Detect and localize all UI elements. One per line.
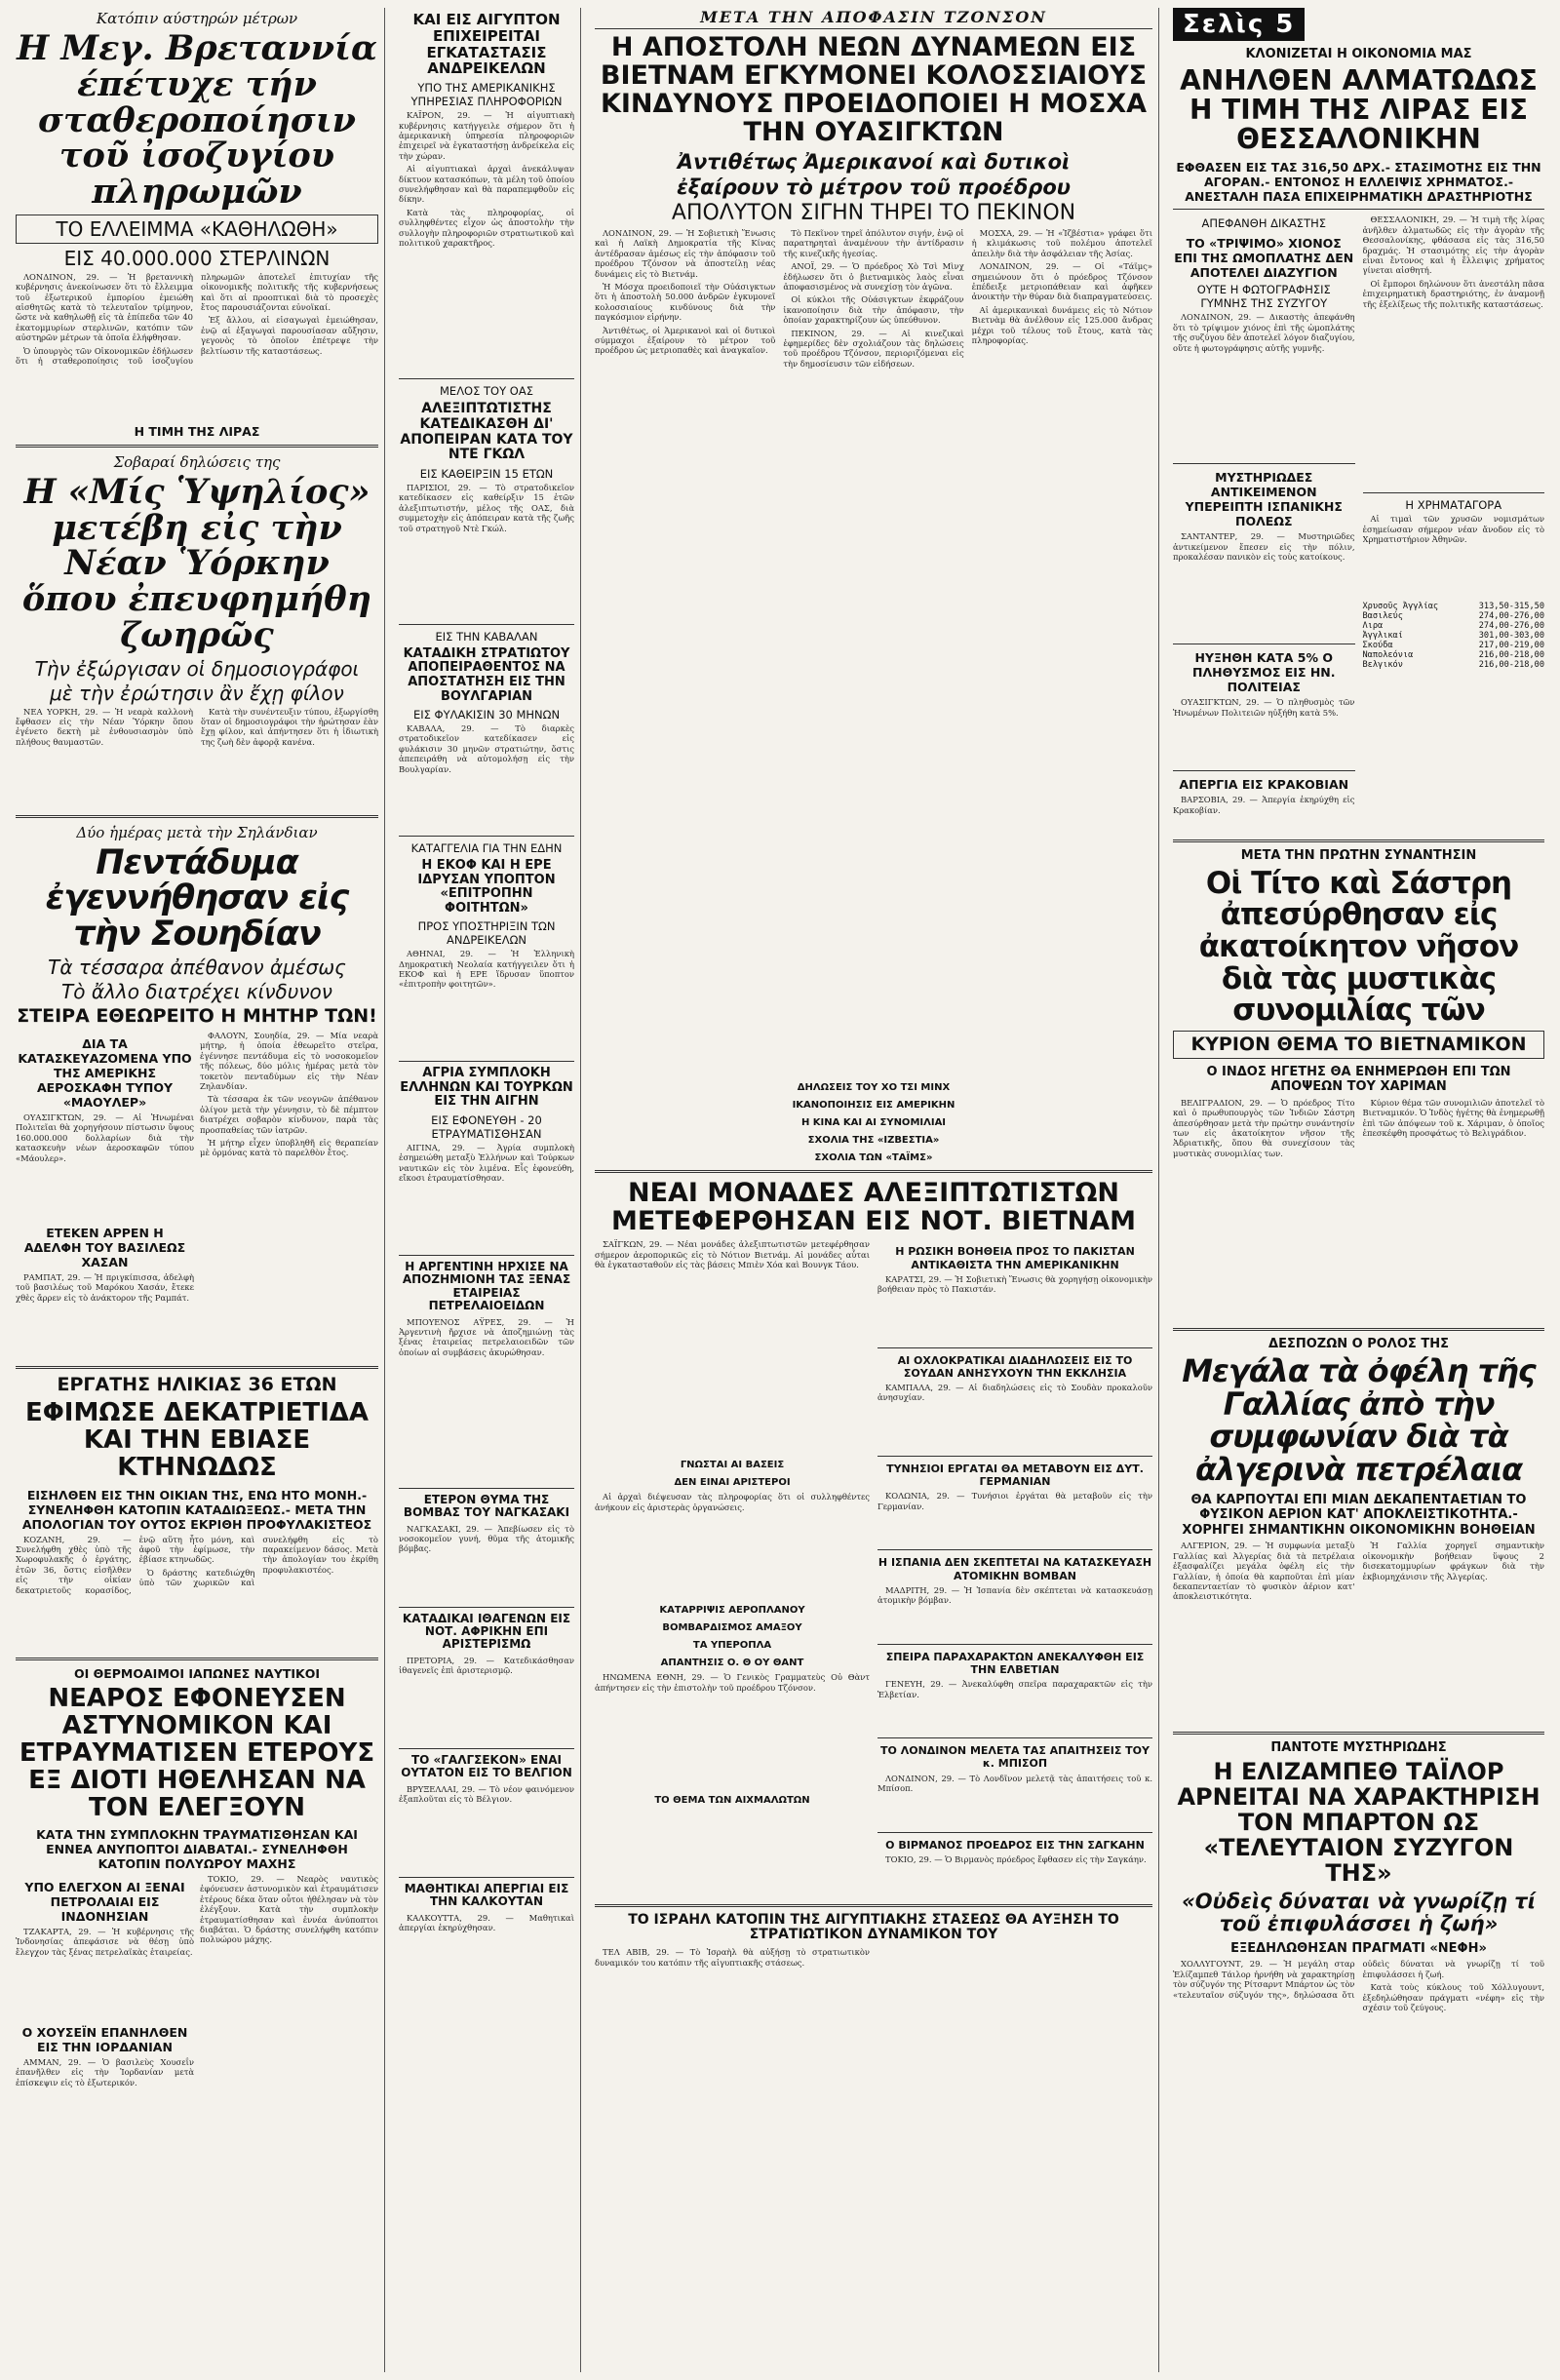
article-calcutta-body: ΚΑΛΚΟΥΤΤΑ, 29. — Μαθητικαὶ ἀπεργίαι ἐκηρύχθησαν. xyxy=(399,1912,574,1932)
deck-lira: ΕΦΘΑΣΕΝ ΕΙΣ ΤΑΣ 316,50 ΔΡΧ.- ΣΤΑΣΙΜΟΤΗΣ ΕΙΣ ΤΗΝ ΑΓΟΡΑΝ.- ΕΝΤΟΝΟΣ Η ΕΛΛΕΙΨΙΣ ΧΡΗΜΑΤΟΣ.- ΑΝΕΣΤΑΛΗ ΠΑΣΑ ΕΠΙΧΕΙΡΗΜΑΤΙΚΗ ΔΡΑΣΤΗΡΙΟΤΗΣ xyxy=(1176,160,1541,205)
article-object-body: ΣΑΝΤΑΝΤΕΡ, 29. — Μυστηριῶδες ἀντικείμενον ἔπεσεν εἰς τὴν πόλιν, προκαλέσαν πανικὸν εἰς τοὺς κατοίκους. xyxy=(1173,531,1355,563)
article-belgium-body: ΒΡΥΞΕΛΛΑΙ, 29. — Τὸ νέον φαινόμενον ἐξαπλοῦται εἰς τὸ Βέλγιον. xyxy=(399,1783,574,1805)
article-population-body: ΟΥΑΣΙΓΚΤΩΝ, 29. — Ὁ πληθυσμὸς τῶν Ἡνωμένων Πολιτειῶν ηὐξήθη κατὰ 5%. xyxy=(1173,697,1355,718)
headline-counterfeit: ΣΠΕΙΡΑ ΠΑΡΑΧΑΡΑΚΤΩΝ ΑΝΕΚΑΛΥΦΘΗ ΕΙΣ ΤΗΝ ΕΛΒΕΤΙΑΝ xyxy=(885,1650,1145,1676)
deck-harriman: Ο ΙΝΔΟΣ ΗΓΕΤΗΣ ΘΑ ΕΝΗΜΕΡΩΘΗ ΕΠΙ ΤΩΝ ΑΠΟΨΕΩΝ ΤΟΥ ΧΑΡΙΜΑΝ xyxy=(1206,1064,1511,1095)
deck-contrary: Ἀντιθέτως Ἀμερικανοί καὶ δυτικοὶ xyxy=(677,149,1071,174)
page-masthead xyxy=(1173,8,1544,41)
headline-population: ΗΥΞΗΘΗ ΚΑΤΑ 5% Ο ΠΛΗΘΥΣΜΟΣ ΕΙΣ ΗΝ. ΠΟΛΙΤΕΙΑΣ xyxy=(1191,650,1336,695)
deck-sterling: ΕΙΣ 40.000.000 ΣΤΕΡΛΙΝΩΝ xyxy=(63,246,331,270)
article-sudan-body: ΚΑΜΠΑΛΑ, 29. — Αἱ διαδηλώσεις εἰς τὸ Σουδὰν προκαλοῦν ἀνησυχίαν. xyxy=(878,1383,1152,1403)
sub-china-talks: Η ΚΙΝΑ ΚΑΙ ΑΙ ΣΥΝΟΜΙΛΙΑΙ xyxy=(800,1117,947,1128)
sub-ho-chi-minh: ΔΗΛΩΣΕΙΣ ΤΟΥ ΧΟ ΤΣΙ ΜΙΝΧ xyxy=(797,1082,951,1093)
article-tunisia-body: ΚΟΛΩΝΙΑ, 29. — Τυνήσιοι ἐργάται θὰ μεταβοῦν εἰς τὴν Γερμανίαν. xyxy=(878,1491,1152,1511)
sub-times: ΣΧΟΛΙΑ ΤΩΝ «ΤΑΪΜΣ» xyxy=(814,1152,933,1163)
article-paratrooper-body: ΠΑΡΙΣΙΟΙ, 29. — Τὸ στρατοδικεῖον κατεδίκασεν εἰς καθείρξιν 15 ἐτῶν ἀλεξιπτωτιστήν, μέλος τῆς ΟΑΣ, διὰ συμμετοχὴν εἰς ἀπόπειραν κατὰ τῆς ζωῆς τοῦ στρατηγοῦ Ντὲ Γκώλ. xyxy=(399,482,574,533)
kicker-japanese: ΟΙ ΘΕΡΜΟΑΙΜΟΙ ΙΑΠΩΝΕΣ ΝΑΥΤΙΚΟΙ xyxy=(73,1665,321,1681)
kicker-sweden: Δύο ἡμέρας μετὰ τὴν Σηλάνδιαν xyxy=(76,823,318,841)
sub-prisoners: ΤΟ ΘΕΜΑ ΤΩΝ ΑΙΧΜΑΛΩΤΩΝ xyxy=(654,1795,810,1807)
article-crime-body: ΚΟΖΑΝΗ, 29. — Συνελήφθη χθὲς ὑπὸ τῆς Χωροφυλακῆς ὁ ἐργάτης, ἐτῶν 36, ὅστις εἰσῆλθεν εἰς τὴν οἰκίαν δεκατριετοῦς κορασίδος, ἐνῷ αὕτη ἦτο μόνη, καὶ ἀφοῦ τὴν ἐφίμωσε, τὴν ἐβίασε κτηνωδῶς. Ὁ δράστης κατεδιώχθη ὑπὸ τῶν χωρικῶν καὶ συνελήφθη εἰς τὸ παρακείμενον δάσος. Μετὰ τὴν ἀπολογίαν του ἐκρίθη προφυλακιστέος. xyxy=(16,1534,378,1595)
headline-israel: ΤΟ ΙΣΡΑΗΛ ΚΑΤΟΠΙΝ ΤΗΣ ΑΙΓΥΠΤΙΑΚΗΣ ΣΤΑΣΕΩΣ ΘΑ ΑΥΞΗΣΗ ΤΟ ΣΤΡΑΤΙΩΤΙΚΟΝ ΔΥΝΑΜΙΚΟΝ ΤΟΥ xyxy=(628,1911,1119,1943)
sub-aircraft: ΔΙΑ ΤΑ ΚΑΤΑΣΚΕΥΑΖΟΜΕΝΑ ΥΠΟ ΤΗΣ ΑΜΕΡΙΚΗΣ ΑΕΡΟΣΚΑΦΗ ΤΥΠΟΥ «ΜΑΟΥΛΕΡ» xyxy=(18,1036,192,1111)
sub-photo: ΟΥΤΕ Η ΦΩΤΟΓΡΑΦΗΣΙΣ ΓΥΜΝΗΣ ΤΗΣ ΣΥΖΥΓΟΥ xyxy=(1196,283,1331,311)
headline-police: ΝΕΑΡΟΣ ΕΦΟΝΕΥΣΕΝ ΑΣΤΥΝΟΜΙΚΟΝ ΚΑΙ ΕΤΡΑΥΜΑΤΙΣΕΝ ΕΤΕΡΟΥΣ ΕΞ ΔΙΟΤΙ ΗΘΕΛΗΣΑΝ ΝΑ ΤΟΝ ΕΛΕΓΞΟΥΝ xyxy=(19,1683,375,1822)
kicker-mysterious: ΠΑΝΤΟΤΕ ΜΥΣΤΗΡΙΩΔΗΣ xyxy=(1270,1740,1447,1756)
gold-row: Ἀγγλικαί 301,00-303,00 xyxy=(1362,631,1544,642)
headline-students: Η ΕΚΟΦ ΚΑΙ Η ΕΡΕ ΙΔΡΥΣΑΝ ΥΠΟΠΤΟΝ «ΕΠΙΤΡΟΠΗΝ ΦΟΙΤΗΤΩΝ» xyxy=(417,858,556,916)
headline-nagasaki: ΕΤΕΡΟΝ ΘΥΜΑ ΤΗΣ ΒΟΜΒΑΣ ΤΟΥ ΝΑΓΚΑΣΑΚΙ xyxy=(403,1492,570,1520)
headline-lira: ΑΝΗΛΘΕΝ ΑΛΜΑΤΩΔΩΣ Η ΤΙΜΗ ΤΗΣ ΛΙΡΑΣ ΕΙΣ ΘΕΣΣΑΛΟΝΙΚΗΝ xyxy=(1180,63,1538,156)
article-u-thant-body: ΗΝΩΜΕΝΑ ΕΘΝΗ, 29. — Ὁ Γενικὸς Γραμματεὺς Οὐ Θὰντ ἀπήντησεν εἰς τὴν ἐπιστολὴν τοῦ προέδρου Τζόνσον. xyxy=(595,1672,870,1693)
article-hussein-body: ΑΜΜΑΝ, 29. — Ὁ βασιλεὺς Χουσεΐν ἐπανῆλθεν εἰς τὴν Ἰορδανίαν μετὰ ἐπίσκεψιν εἰς τὸ ἐξωτερικόν. xyxy=(16,2056,194,2087)
sub-indonesia: ΥΠΟ ΕΛΕΓΧΟΝ ΑΙ ΞΕΝΑΙ ΠΕΤΡΟΛΑΙΑΙ ΕΙΣ ΙΝΔΟΝΗΣΙΑΝ xyxy=(24,1879,185,1924)
article-gold-body: Αἱ τιμαὶ τῶν χρυσῶν νομισμάτων ἐσημείωσαν σήμερον νέαν ἄνοδον εἰς τὸ Χρηματιστήριον Ἀθηνῶν. xyxy=(1362,514,1544,545)
deck-france-oil: ΘΑ ΚΑΡΠΟΥΤΑΙ ΕΠΙ ΜΙΑΝ ΔΕΚΑΠΕΝΤΑΕΤΙΑΝ ΤΟ ΦΥΣΙΚΟΝ ΑΕΡΙΟΝ ΚΑΤ' ΑΠΟΚΛΕΙΣΤΙΚΟΤΗΤΑ.- ΧΟΡΗΓΕΙ ΣΗΜΑΝΤΙΚΗΝ ΟΙΚΟΝΟΜΙΚΗΝ ΒΟΗΘΕΙΑΝ xyxy=(1182,1492,1536,1538)
sub-bases: ΓΝΩΣΤΑΙ ΑΙ ΒΑΣΕΙΣ xyxy=(680,1460,785,1471)
sub-killed: ΕΙΣ ΕΦΟΝΕΥΘΗ - 20 ΕΤΡΑΥΜΑΤΙΣΘΗΣΑΝ xyxy=(431,1112,542,1141)
headline-tito-shastri: Οἱ Τίτο καὶ Σάστρη ἀπεσύρθησαν εἰς ἀκατοίκητον νῆσον διὰ τὰς μυστικὰς συνομιλίας τῶν xyxy=(1198,865,1519,1029)
article-france-body: ΑΛΓΕΡΙΟΝ, 29. — Ἡ συμφωνία μεταξὺ Γαλλίας καὶ Ἀλγερίας διὰ τὰ πετρέλαια ἐξασφαλίζει μεγάλα ὀφέλη εἰς τὴν Γαλλίαν, ἡ ὁποία θὰ καρποῦται ἐπὶ μίαν δεκαπενταετίαν τὸ φυσικὸν ἀέριον κατ' ἀποκλειστικότητα. Ἡ Γαλλία χορηγεῖ σημαντικὴν οἰκονομικὴν βοήθειαν ὕψους 2 δισεκατομμυρίων φράγκων διὰ τὴν ἐκβιομηχάνισιν τῆς Ἀλγερίας. xyxy=(1173,1541,1544,1602)
headline-vietnam-forces: Η ΑΠΟΣΤΟΛΗ ΝΕΩΝ ΔΥΝΑΜΕΩΝ ΕΙΣ ΒΙΕΤΝΑΜ ΕΓΚΥΜΟΝΕΙ ΚΟΛΟΣΣΙΑΙΟΥΣ ΚΙΝΔΥΝΟΥΣ ΠΡΟΕΙΔΟΠΟΙΕΙ Η ΜΟΣΧΑ ΤΗΝ ΟΥΑΣΙΓΚΤΩΝ xyxy=(600,32,1148,148)
column-1 xyxy=(10,8,385,2372)
sub-bombing: ΒΟΜΒΑΡΔΙΣΜΟΣ ΑΜΑΞΟΥ xyxy=(662,1622,802,1634)
article-miss-body: ΝΕΑ ΥΟΡΚΗ, 29. — Ἡ νεαρὰ καλλονὴ ἔφθασεν εἰς τὴν Νέαν Ὑόρκην ὅπου ἐγένετο δεκτὴ μὲ ἐνθουσιασμὸν ὑπὸ πλήθους θαυμαστῶν. Κατὰ τὴν συνέντευξιν τύπου, ἐξωργίσθη ὅταν οἱ δημοσιογράφοι τὴν ἠρώτησαν ἐὰν ἔχῃ φίλον, καὶ ἀπήντησεν ὅτι ἡ ἰδιωτικὴ της ζωὴ δὲν ἀφορᾷ κανένα. xyxy=(16,706,378,747)
sub-weapons: ΤΑ ΥΠΕΡΟΠΛΑ xyxy=(692,1640,772,1652)
gold-row: Σκούδα 217,00-219,00 xyxy=(1362,641,1544,651)
sub-hassan-sister: ΕΤΕΚΕΝ ΑΡΡΕΝ Η ΑΔΕΛΦΗ ΤΟΥ ΒΑΣΙΛΕΩΣ ΧΑΣΑΝ xyxy=(23,1226,186,1270)
headline-paratrooper: ΑΛΕΞΙΠΤΩΤΙΣΤΗΣ ΚΑΤΕΔΙΚΑΣΘΗ ΔΙ' ΑΠΟΠΕΙΡΑΝ ΚΑΤΑ ΤΟΥ ΝΤΕ ΓΚΩΛ xyxy=(400,401,573,463)
headline-belgium: ΤΟ «ΓΑΛΓΣΕΚΟΝ» ΕΝΑΙ ΟΥΤΑΤΟΝ ΕΙΣ ΤΟ ΒΕΛΓΙΟΝ xyxy=(401,1752,572,1780)
article-uk-body: ΛΟΝΔΙΝΟΝ, 29. — Ἡ βρεταννικὴ κυβέρνησις ἀνεκοίνωσεν ὅτι τὸ ἔλλειμμα τοῦ ἐξωτερικοῦ ἐμπορίου ἐμειώθη αἰσθητῶς κατὰ τὸ τελευταῖον τρίμηνον, ὥστε νὰ καθηλωθῇ εἰς τὰ ἐπίπεδα τῶν 40 ἑκατομμυρίων στερλινῶν, κατόπιν τῶν αὐστηρῶν μέτρων τὰ ὁποῖα ἐλήφθησαν. Ὁ ὑπουργὸς τῶν Οἰκονομικῶν ἐδήλωσεν ὅτι ἡ σταθεροποίησις τοῦ ἰσοζυγίου πληρωμῶν ἀποτελεῖ ἐπιτυχίαν τῆς οἰκονομικῆς πολιτικῆς τῆς κυβερνήσεως καὶ ὅτι αἱ προοπτικαὶ διὰ τὸ προσεχὲς ἔτος παρουσιάζονται εὐνοϊκαί. Ἐξ ἄλλου, αἱ εἰσαγωγαὶ ἐμειώθησαν, ἐνῷ αἱ ἐξαγωγαὶ παρουσίασαν αὔξησιν, γεγονὸς τὸ ὁποῖον ἐπέτρεψε τὴν βελτίωσιν τῆς καταστάσεως. xyxy=(16,271,378,366)
deck-four-died: Τὰ τέσσαρα ἀπέθανον ἀμέσως xyxy=(48,955,346,979)
deck-journalists: Τὴν ἐξώργισαν οἱ δημοσιογράφοι xyxy=(34,656,360,681)
sub-hussein: Ο ΧΟΥΣΕΪΝ ΕΠΑΝΗΛΘΕΝ ΕΙΣ ΤΗΝ ΙΟΡΔΑΝΙΑΝ xyxy=(21,2024,188,2054)
headline-taylor: Η ΕΛΙΖΑΜΠΕΘ ΤΑΪΛΟΡ ΑΡΝΕΙΤΑΙ ΝΑ ΧΑΡΑΚΤΗΡΙΣΗ ΤΟΝ ΜΠΑΡΤΟΝ ΩΣ «ΤΕΛΕΥΤΑΙΟΝ ΣΥΖΥΓΟΝ ΤΗΣ» xyxy=(1177,1758,1540,1887)
article-counterfeit-body: ΓΕΝΕΥΗ, 29. — Ἀνεκαλύφθη σπεῖρα παραχαρακτῶν εἰς τὴν Ἑλβετίαν. xyxy=(878,1679,1152,1699)
kicker-uk-measures: Κατόπιν αύστηρών μέτρων xyxy=(96,10,298,27)
sub-satisfaction: ΙΚΑΝΟΠΟΙΗΣΙΣ ΕΙΣ ΑΜΕΡΙΚΗΝ xyxy=(792,1100,956,1111)
gold-row: Βελγικόν 216,00-218,00 xyxy=(1362,660,1544,671)
article-bishop-body: ΛΟΝΔΙΝΟΝ, 29. — Τὸ Λονδῖνον μελετᾷ τὰς ἀπαιτήσεις τοῦ κ. Μπίσοπ. xyxy=(878,1773,1152,1793)
sub-izvestia: ΣΧΟΛΙΑ ΤΗΣ «ΙΖΒΕΣΤΙΑ» xyxy=(807,1135,940,1146)
sub-not-left: ΔΕΝ ΕΙΝΑΙ ΑΡΙΣΤΕΡΟΙ xyxy=(674,1477,791,1489)
deck-police: ΚΑΤΑ ΤΗΝ ΣΥΜΠΛΟΚΗΝ ΤΡΑΥΜΑΤΙΣΘΗΣΑΝ ΚΑΙ ΕΝΝΕΑ ΑΝΥΠΟΠΤΟΙ ΔΙΑΒΑΤΑΙ.- ΣΥΝΕΛΗΦΘΗ ΚΑΤΟΠΙΝ ΠΟΛΥΩΡΟΥ ΜΑΧΗΣ xyxy=(36,1826,358,1871)
article-aegina-body: ΑΙΓΙΝΑ, 29. — Ἀγρία συμπλοκὴ ἐσημειώθη μεταξὺ Ἑλλήνων καὶ Τούρκων ναυτικῶν εἰς τὸν λιμένα. Εἷς ἐφονεύθη, εἴκοσι ἐτραυματίσθησαν. xyxy=(399,1142,574,1184)
article-spain-body: ΜΑΔΡΙΤΗ, 29. — Ἡ Ἱσπανία δὲν σκέπτεται νὰ κατασκευάσῃ ἀτομικὴν βόμβαν. xyxy=(878,1584,1152,1606)
column-2 xyxy=(393,8,581,2372)
kicker-statements: Σοβαραί δηλώσεις της xyxy=(113,452,281,471)
kicker-kavala: ΕΙΣ ΤΗΝ ΚΑΒΑΛΑΝ xyxy=(435,629,538,644)
column-3 xyxy=(589,8,1159,2372)
article-egypt-body: ΚΑΪΡΟΝ, 29. — Ἡ αἰγυπτιακὴ κυβέρνησις κατήγγειλε σήμερον ὅτι ἡ ἀμερικανικὴ ὑπηρεσία πληροφοριῶν ἐπιχειρεῖ νὰ ἐγκαταστήσῃ ἀνδρείκελα εἰς τὴν χώραν. Αἱ αἰγυπτιακαὶ ἀρχαὶ ἀνεκάλυψαν δίκτυον κατασκόπων, τὰ μέλη τοῦ ὁποίου συνελήφθησαν καὶ θὰ παραπεμφθοῦν εἰς δίκην. Κατὰ τὰς πληροφορίας, οἱ συλληφθέντες εἶχον ὡς ἀποστολὴν τὴν συλλογὴν πληροφοριῶν στρατιωτικοῦ καὶ πολιτικοῦ χαρακτῆρος. xyxy=(399,110,574,249)
sub-support: ΠΡΟΣ ΥΠΟΣΤΗΡΙΞΙΝ ΤΩΝ ΑΝΔΡΕΙΚΕΛΩΝ xyxy=(417,919,556,948)
article-units-body: ΣΑΪΓΚΩΝ, 29. — Νέαι μονάδες ἀλεξιπτωτιστῶν μετεφέρθησαν σήμερον ἀεροπορικῶς εἰς τὸ Νότιον Βιετνάμ. Αἱ μονάδες αὗται θὰ ἐγκατασταθοῦν εἰς τὰς βάσεις Μπιὲν Χόα καὶ Βουνγκ Τάου. xyxy=(595,1239,870,1270)
article-hassan-body: ΡΑΜΠΑΤ, 29. — Ἡ πριγκίπισσα, ἀδελφὴ τοῦ βασιλέως τοῦ Μαρόκου Χασάν, ἔτεκε χθὲς ἄρρεν εἰς τὸ ἀνάκτορον τῆς Ραμπάτ. xyxy=(16,1272,194,1303)
headline-france-oil: Μεγάλα τὰ ὀφέλη τῆς Γαλλίας ἀπὸ τὴν συμφωνίαν διὰ τὰ ἀλγερινὰ πετρέλαια xyxy=(1182,1352,1536,1489)
sub-u-thant: ΑΠΑΝΤΗΣΙΣ Ο. Θ ΟΥ ΘΑΝΤ xyxy=(660,1658,804,1669)
headline-crime: ΕΦΙΜΩΣΕ ΔΕΚΑΤΡΙΕΤΙΔΑ ΚΑΙ ΤΗΝ ΕΒΙΑΣΕ ΚΤΗΝΩΔΩΣ xyxy=(24,1398,370,1483)
article-lira-body: ΘΕΣΣΑΛΟΝΙΚΗ, 29. — Ἡ τιμὴ τῆς λίρας ἀνῆλθεν ἀλματωδῶς εἰς τὴν ἀγορὰν τῆς Θεσσαλονίκης, φθάσασα εἰς τὰς 316,50 δραχμάς. Ἡ στασιμότης εἰς τὴν ἀγορὰν εἶναι ἔντονος καὶ ἡ ἔλλειψις χρήματος γίνεται αἰσθητή. Οἱ ἔμποροι δηλώνουν ὅτι ἀνεστάλη πᾶσα ἐπιχειρηματικὴ δραστηριότης, ἐν ἀναμονῇ τῆς ἐξελίξεως τῆς πολιτικῆς καταστάσεως. xyxy=(1362,215,1544,309)
kicker-france-role: ΔΕΣΠΟΖΩΝ Ο ΡΟΛΟΣ ΤΗΣ xyxy=(1268,1336,1449,1351)
article-nagasaki-body: ΝΑΓΚΑΣΑΚΙ, 29. — Ἀπεβίωσεν εἰς τὸ νοσοκομεῖον γυνή, θῦμα τῆς ἀτομικῆς βόμβας. xyxy=(399,1523,574,1554)
sub-15-years: ΕΙΣ ΚΑΘΕΙΡΞΙΝ 15 ΕΤΩΝ xyxy=(419,466,554,481)
headline-snow: ΤΟ «ΤΡΙΨΙΜΟ» ΧΙΟΝΟΣ ΕΠΙ ΤΗΣ ΩΜΟΠΛΑΤΗΣ ΔΕΝ ΑΠΟΤΕΛΕΙ ΔΙΑΖΥΓΙΟΝ xyxy=(1174,236,1354,281)
gold-row: Ναπολεόνια 216,00-218,00 xyxy=(1362,650,1544,661)
headline-bishop: ΤΟ ΛΟΝΔΙΝΟΝ ΜΕΛΕΤΑ ΤΑΣ ΑΠΑΙΤΗΣΕΙΣ ΤΟΥ κ. ΜΠΙΣΟΠ xyxy=(880,1744,1150,1771)
article-south-africa-body: ΠΡΕΤΟΡΙΑ, 29. — Κατεδικάσθησαν ἰθαγενεῖς ἐπὶ ἀριστερισμῷ. xyxy=(399,1655,574,1676)
deck-mother: ΣΤΕΙΡΑ ΕΘΕΩΡΕΙΤΟ Η ΜΗΤΗΡ ΤΩΝ! xyxy=(17,1004,377,1027)
article-krakow-body: ΒΑΡΣΟΒΙΑ, 29. — Ἀπεργία ἐκηρύχθη εἰς Κρακοβίαν. xyxy=(1173,795,1355,815)
kicker-oas: ΜΕΛΟΣ ΤΟΥ ΟΑΣ xyxy=(440,384,533,399)
headline-burma: Ο ΒΙΡΜΑΝΟΣ ΠΡΟΕΔΡΟΣ ΕΙΣ ΤΗΝ ΣΑΓΚΑΗΝ xyxy=(885,1838,1145,1852)
deck-taylor-quote: «Οὐδεὶς δύναται νὰ γνωρίζῃ τί τοῦ ἐπιφυλάσσει ἡ ζωή» xyxy=(1182,1889,1536,1935)
article-tito-body: ΒΕΛΙΓΡΑΔΙΟΝ, 29. — Ὁ πρόεδρος Τίτο καὶ ὁ πρωθυπουργὸς τῶν Ἰνδιῶν Σάστρη ἀπεσύρθησαν μετὰ τὴν πρώτην συνάντησίν των εἰς ἀκατοίκητον νῆσον τῆς Ἀδριατικῆς, ὅπου θὰ συνεχίσουν τὰς μυστικὰς συνομιλίας των. Κύριον θέμα τῶν συνομιλιῶν ἀποτελεῖ τὸ Βιετναμικόν. Ὁ Ἰνδὸς ἡγέτης θὰ ἐνημερωθῇ ἐπὶ τῶν ἀπόψεων τοῦ κ. Χάριμαν, ὁ ὁποῖος ἐπεσκέφθη προσφάτως τὸ Βελιγράδιον. xyxy=(1173,1097,1544,1158)
sub-gold-market: Η ΧΡΗΜΑΤΑΓΟΡΑ xyxy=(1405,498,1502,513)
deck-deficit: ΤΟ ΕΛΛΕΙΜΜΑ «ΚΑΘΗΛΩΘΗ» xyxy=(16,215,378,244)
headline-calcutta: ΜΑΘΗΤΙΚΑΙ ΑΠΕΡΓΙΑΙ ΕΙΣ ΤΗΝ ΚΑΛΚΟΥΤΑΝ xyxy=(404,1881,569,1909)
headline-spain-bomb: Η ΙΣΠΑΝΙΑ ΔΕΝ ΣΚΕΠΤΕΤΑΙ ΝΑ ΚΑΤΑΣΚΕΥΑΣΗ ΑΤΟΜΙΚΗΝ ΒΟΜΒΑΝ xyxy=(878,1556,1152,1582)
banner-johnson: ΜΕΤΑ ΤΗΝ ΑΠΟΦΑΣΙΝ ΤΖΟΝΣΟΝ xyxy=(595,8,1152,29)
column-4 xyxy=(1167,8,1550,2372)
headline-soldier: ΚΑΤΑΔΙΚΗ ΣΤΡΑΤΙΩΤΟΥ ΑΠΟΠΕΙΡΑΘΕΝΤΟΣ ΝΑ ΑΠΟΣΤΑΤΗΣΗ ΕΙΣ ΤΗΝ ΒΟΥΛΓΑΡΙΑΝ xyxy=(403,645,570,704)
gold-row: Βασιλεύς 274,00-276,00 xyxy=(1362,611,1544,622)
article-students-body: ΑΘΗΝΑΙ, 29. — Ἡ Ἑλληνικὴ Δημοκρατικὴ Νεολαία κατήγγειλεν ὅτι ἡ ΕΚΟΦ καὶ ἡ ΕΡΕ ἵδρυσαν ὕποπτον «ἐπιτροπὴν φοιτητῶν». xyxy=(399,949,574,990)
deck-vietnam-topic: ΚΥΡΙΟΝ ΘΕΜΑ ΤΟ ΒΙΕΤΝΑΜΙΚΟΝ xyxy=(1173,1031,1544,1059)
article-snow-body: ΛΟΝΔΙΝΟΝ, 29. — Δικαστὴς ἀπεφάνθη ὅτι τὸ τρίψιμον χιόνος ἐπὶ τῆς ὠμοπλάτης τῆς συζύγου δὲν ἀποτελεῖ λόγον διαζυγίου, οὔτε ἡ φωτογράφησις αὐτῆς γυμνῆς. xyxy=(1173,312,1355,353)
article-israel-body: ΤΕΛ ΑΒΙΒ, 29. — Τὸ Ἰσραὴλ θὰ αὐξήσῃ τὸ στρατιωτικὸν δυναμικόν του κατόπιν τῆς αἰγυπτιακῆς στάσεως. xyxy=(595,1947,870,1968)
gold-row: Χρυσοῦς Ἀγγλίας 313,50-315,50 xyxy=(1362,602,1544,612)
headline-russia-pakistan: Η ΡΩΣΙΚΗ ΒΟΗΘΕΙΑ ΠΡΟΣ ΤΟ ΠΑΚΙΣΤΑΝ ΑΝΤΙΚΑΘΙΣΤΑ ΤΗΝ ΑΜΕΡΙΚΑΝΙΚΗΝ xyxy=(895,1245,1135,1271)
article-soldier-body: ΚΑΒΑΛΑ, 29. — Τὸ διαρκὲς στρατοδικεῖον κατεδίκασεν εἰς φυλάκισιν 30 μηνῶν στρατιώτην, ὅστις ἀπεπειράθη νὰ αὐτομολήσῃ εἰς τὴν Βουλγαρίαν. xyxy=(399,723,574,774)
headline-miss: Η «Μίς Ὑψηλίος» μετέβη εἰς τὴν Νέαν Ὑόρκην ὅπου ἐπευφημήθη ζωηρῶς xyxy=(21,471,372,655)
sub-lira: Η ΤΙΜΗ ΤΗΣ ΛΙΡΑΣ xyxy=(134,423,260,439)
article-aircraft-body: ΟΥΑΣΙΓΚΤΩΝ, 29. — Αἱ Ἡνωμέναι Πολιτεῖαι θὰ χορηγήσουν πίστωσιν ὕψους 160.000.000 δολλαρίων διὰ τὴν κατασκευὴν νέων ἀεροσκαφῶν τύπου «Μάουλερ». xyxy=(16,1112,194,1163)
headline-south-africa: ΚΑΤΑΔΙΚΑΙ ΙΘΑΓΕΝΩΝ ΕΙΣ ΝΟΤ. ΑΦΡΙΚΗΝ ΕΠΙ ΑΡΙΣΤΕΡΙΣΜΩ xyxy=(402,1611,571,1652)
kicker-first-meeting: ΜΕΤΑ ΤΗΝ ΠΡΩΤΗΝ ΣΥΝΑΝΤΗΣΙΝ xyxy=(1240,848,1477,864)
headline-aegina: ΑΓΡΙΑ ΣΥΜΠΛΟΚΗ ΕΛΛΗΝΩΝ ΚΑΙ ΤΟΥΡΚΩΝ ΕΙΣ ΤΗΝ ΑΙΓΗΝ xyxy=(400,1066,573,1110)
headline-sudan: ΑΙ ΟΧΛΟΚΡΑΤΙΚΑΙ ΔΙΑΔΗΛΩΣΕΙΣ ΕΙΣ ΤΟ ΣΟΥΔΑΝ ΑΝΗΣΥΧΟΥΝ ΤΗΝ ΕΚΚΛΗΣΙΑ xyxy=(897,1353,1133,1380)
deck-danger: Τὸ ἄλλο διατρέχει κίνδυνον xyxy=(61,979,332,1003)
deck-question: μὲ τὴν ἐρώτησιν ἂν ἔχῃ φίλον xyxy=(50,681,344,705)
headline-quintuplets: Πεντάδυμα ἐγεννήθησαν εἰς τὴν Σουηδίαν xyxy=(45,842,349,954)
headline-tunisia: ΤΥΝΗΣΙΟΙ ΕΡΓΑΤΑΙ ΘΑ ΜΕΤΑΒΟΥΝ ΕΙΣ ΔΥΤ. ΓΕΡΜΑΝΙΑΝ xyxy=(886,1463,1144,1489)
deck-peking: ΑΠΟΛΥΤΟΝ ΣΙΓΗΝ ΤΗΡΕΙ ΤΟ ΠΕΚΙΝΟΝ xyxy=(671,200,1076,225)
deck-clouds: ΕΞΕΔΗΛΩΘΗΣΑΝ ΠΡΑΓΜΑΤΙ «ΝΕΦΗ» xyxy=(1230,1940,1487,1956)
sub-shootdown: ΚΑΤΑΡΡΙΨΙΣ ΑΕΡΟΠΛΑΝΟΥ xyxy=(659,1605,805,1617)
gold-price-table xyxy=(1363,602,1545,670)
headline-krakow: ΑΠΕΡΓΙΑ ΕΙΣ ΚΡΑΚΟΒΙΑΝ xyxy=(1179,777,1349,793)
deck-praise: ἐξαίρουν τὸ μέτρον τοῦ προέδρου xyxy=(677,175,1071,199)
headline-argentina: Η ΑΡΓΕΝΤΙΝΗ ΗΡΧΙΣΕ ΝΑ ΑΠΟΖΗΜΙΟΝΗ ΤΑΣ ΞΕΝΑΣ ΕΤΑΙΡΕΙΑΣ ΠΕΤΡΕΛΑΙΟΕΙΔΩΝ xyxy=(402,1259,571,1313)
article-vietnam-body: ΛΟΝΔΙΝΟΝ, 29. — Ἡ Σοβιετικὴ Ἕνωσις καὶ ἡ Λαϊκὴ Δημοκρατία τῆς Κίνας ἀντέδρασαν ἀμέσως εἰς τὴν ἀπόφασιν τοῦ προέδρου Τζόνσον νὰ ἀποστείλῃ νέας δυνάμεις εἰς τὸ Βιετνάμ. Ἡ Μόσχα προειδοποιεῖ τὴν Οὐάσιγκτων ὅτι ἡ ἀποστολὴ 50.000 ἀνδρῶν ἐγκυμονεῖ κολοσσιαίους κινδύνους διὰ τὴν παγκόσμιον εἰρήνην. Ἀντιθέτως, οἱ Ἀμερικανοὶ καὶ οἱ δυτικοὶ σύμμαχοι ἐξαίρουν τὸ μέτρον τοῦ προέδρου ὡς μετριοπαθὲς καὶ ἀναγκαῖον. Τὸ Πεκῖνον τηρεῖ ἀπόλυτον σιγήν, ἐνῷ οἱ παρατηρηταὶ ἀναμένουν τὴν ἀντίδρασιν τῆς κινεζικῆς ἡγεσίας. ΑΝΟΪ, 29. — Ὁ πρόεδρος Χὸ Τσὶ Μὶνχ ἐδήλωσεν ὅτι ὁ βιετναμικὸς λαὸς εἶναι ἀποφασισμένος νὰ συνεχίσῃ τὸν ἀγῶνα. Οἱ κύκλοι τῆς Οὐάσιγκτων ἐκφράζουν ἱκανοποίησιν διὰ τὴν ἀπόφασιν, τὴν ὁποίαν χαρακτηρίζουν ὡς ὑπεύθυνον. ΠΕΚΙΝΟΝ, 29. — Αἱ κινεζικαὶ ἐφημερίδες δὲν σχολιάζουν τὰς δηλώσεις τοῦ προέδρου Τζόνσον, περιοριζόμεναι εἰς τὴν δημοσίευσιν τῶν εἰδήσεων. ΜΟΣΧΑ, 29. — Ἡ «Ἰζβέστια» γράφει ὅτι ἡ κλιμάκωσις τοῦ πολέμου ἀποτελεῖ ἀπειλὴν διὰ τὴν ἀσφάλειαν τῆς Ἀσίας. ΛΟΝΔΙΝΟΝ, 29. — Οἱ «Τάϊμς» σημειώνουν ὅτι ὁ πρόεδρος Τζόνσον ἐπέδειξε μετριοπάθειαν καὶ ἀφῆκεν ἀνοικτὴν τὴν θύραν διὰ διαπραγματεύσεις. Αἱ ἀμερικανικαὶ δυνάμεις εἰς τὸ Νότιον Βιετνὰμ θὰ ἀνέλθουν εἰς 125.000 ἄνδρας μέχρι τοῦ τέλους τοῦ ἔτους, κατὰ τὰς πληροφορίας. xyxy=(595,228,1152,369)
article-argentina-body: ΜΠΟΥΕΝΟΣ ΑΫΡΕΣ, 29. — Ἡ Ἀργεντινὴ ἤρχισε νὰ ἀποζημιώνῃ τὰς ξένας ἑταιρείας πετρελαιοειδῶν τῶν ὁποίων αἱ συμβάσεις ἀκυρώθησαν. xyxy=(399,1316,574,1357)
deck-crime: ΕΙΣΗΛΘΕΝ ΕΙΣ ΤΗΝ ΟΙΚΙΑΝ ΤΗΣ, ΕΝΩ ΗΤΟ ΜΟΝΗ.- ΣΥΝΕΛΗΦΘΗ ΚΑΤΟΠΙΝ ΚΑΤΑΔΙΩΞΕΩΣ.- ΜΕΤΑ ΤΗΝ ΑΠΟΛΟΓΙΑΝ ΤΟΥ ΟΥΤΟΣ ΕΚΡΙΘΗ ΠΡΟΦΥΛΑΚΙΣΤΕΟΣ xyxy=(21,1487,372,1532)
kicker-economy: ΚΛΟΝΙΖΕΤΑΙ Η ΟΙΚΟΝΟΜΙΑ ΜΑΣ xyxy=(1245,47,1472,61)
article-burma-body: ΤΟΚΙΟ, 29. — Ὁ Βιρμανὸς πρόεδρος ἔφθασεν εἰς τὴν Σαγκάην. xyxy=(885,1853,1147,1864)
article-taylor-body: ΧΟΛΛΥΓΟΥΝΤ, 29. — Ἡ μεγάλη σταρ Ἐλίζαμπεθ Τάιλορ ἠρνήθη νὰ χαρακτηρίσῃ τὸν σύζυγόν της Ρίτσαρντ Μπάρτον ὡς τὸν «τελευταῖον σύζυγόν της», δηλώσασα ὅτι οὐδεὶς δύναται νὰ γνωρίζῃ τί τοῦ ἐπιφυλάσσει ἡ ζωή. Κατὰ τοὺς κύκλους τοῦ Χόλλυγουντ, ἐξεδηλώθησαν πράγματι «νέφη» εἰς τὴν σχέσιν τοῦ ζεύγους. xyxy=(1173,1959,1544,2012)
article-indonesia-body: ΤΖΑΚΑΡΤΑ, 29. — Ἡ κυβέρνησις τῆς Ἰνδονησίας ἀπεφάσισε νὰ θέσῃ ὑπὸ ἔλεγχον τὰς ξένας πετρελαϊκὰς ἑταιρείας. xyxy=(16,1926,194,1957)
article-not-left-body: Αἱ ἀρχαὶ διέψευσαν τὰς πληροφορίας ὅτι οἱ συλληφθέντες ἀνήκουν εἰς ἀριστερὰς ὀργανώσεις. xyxy=(595,1492,870,1512)
sub-30-months: ΕΙΣ ΦΥΛΑΚΙΣΙΝ 30 ΜΗΝΩΝ xyxy=(412,708,561,722)
sub-cia: ΥΠΟ ΤΗΣ ΑΜΕΡΙΚΑΝΙΚΗΣ ΥΠΗΡΕΣΙΑΣ ΠΛΗΡΟΦΟΡΙΩΝ xyxy=(410,81,563,109)
headline-object: ΜΥΣΤΗΡΙΩΔΕΣ ΑΝΤΙΚΕΙΜΕΝΟΝ ΥΠΕΡΕΙΠΤΗ ΙΣΠΑΝΙΚΗΣ ΠΟΛΕΩΣ xyxy=(1185,470,1343,529)
sub-judge: ΑΠΕΦΑΝΘΗ ΔΙΚΑΣΤΗΣ xyxy=(1201,216,1327,231)
gold-row: Λιρα 274,00-276,00 xyxy=(1362,621,1544,632)
article-police-body: ΤΟΚΙΟ, 29. — Νεαρὸς ναυτικὸς ἐφόνευσεν ἀστυνομικὸν καὶ ἐτραυμάτισεν ἑτέρους δέκα ὅταν οὗτοι ἠθέλησαν νὰ τὸν ἐλέγξουν. Κατὰ τὴν συμπλοκὴν ἐτραυματίσθησαν καὶ ἐννέα ἀνύποπτοι διαβάται. Ὁ δράστης συνελήφθη κατόπιν πολυώρου μάχης. xyxy=(200,1873,378,1945)
headline-uk-balance: Η Μεγ. Βρεταννία έπέτυχε τήν σταθεροποίησιν τοῦ ἰσοζυγίου πληρωμῶν xyxy=(17,28,377,212)
page-number-label: Σελὶς 5 xyxy=(1173,8,1305,41)
headline-paratroop-units: ΝΕΑΙ ΜΟΝΑΔΕΣ ΑΛΕΞΙΠΤΩΤΙΣΤΩΝ ΜΕΤΕΦΕΡΘΗΣΑΝ ΕΙΣ ΝΟΤ. ΒΙΕΤΝΑΜ xyxy=(610,1178,1137,1237)
headline-egypt-puppets: ΚΑΙ ΕΙΣ ΑΙΓΥΠΤΟΝ ΕΠΙΧΕΙΡΕΙΤΑΙ ΕΓΚΑΤΑΣΤΑΣΙΣ ΑΝΔΡΕΙΚΕΛΩΝ xyxy=(412,11,561,78)
article-sweden-body: ΦΑΛΟΥΝ, Σουηδία, 29. — Μία νεαρὰ μήτηρ, ἡ ὁποία ἐθεωρεῖτο στεῖρα, ἐγέννησε πεντάδυμα εἰς τὸ νοσοκομεῖον τῆς πόλεως, δύο μόλις ἡμέρας μετὰ τὸν τοκετὸν πενταδύμων εἰς τὴν Νέαν Ζηλανδίαν. Τὰ τέσσαρα ἐκ τῶν νεογνῶν ἀπέθανον ὀλίγον μετὰ τὴν γέννησιν, τὸ δὲ πέμπτον διατρέχει σοβαρὸν κίνδυνον, παρὰ τὰς προσπαθείας τῶν ἰατρῶν. Ἡ μήτηρ εἶχεν ὑποβληθῆ εἰς θεραπείαν μὲ ὁρμόνας κατὰ τὸ παρελθὸν ἔτος. xyxy=(200,1031,378,1158)
kicker-worker: ΕΡΓΑΤΗΣ ΗΛΙΚΙΑΣ 36 ΕΤΩΝ xyxy=(57,1374,337,1396)
article-russia-pakistan-body: ΚΑΡΑΤΣΙ, 29. — Ἡ Σοβιετικὴ Ἕνωσις θὰ χορηγήσῃ οἰκονομικὴν βοήθειαν πρὸς τὸ Πακιστάν. xyxy=(878,1273,1152,1295)
kicker-edin: ΚΑΤΑΓΓΕΛΙΑ ΓΙΑ ΤΗΝ ΕΔΗΝ xyxy=(410,841,563,856)
